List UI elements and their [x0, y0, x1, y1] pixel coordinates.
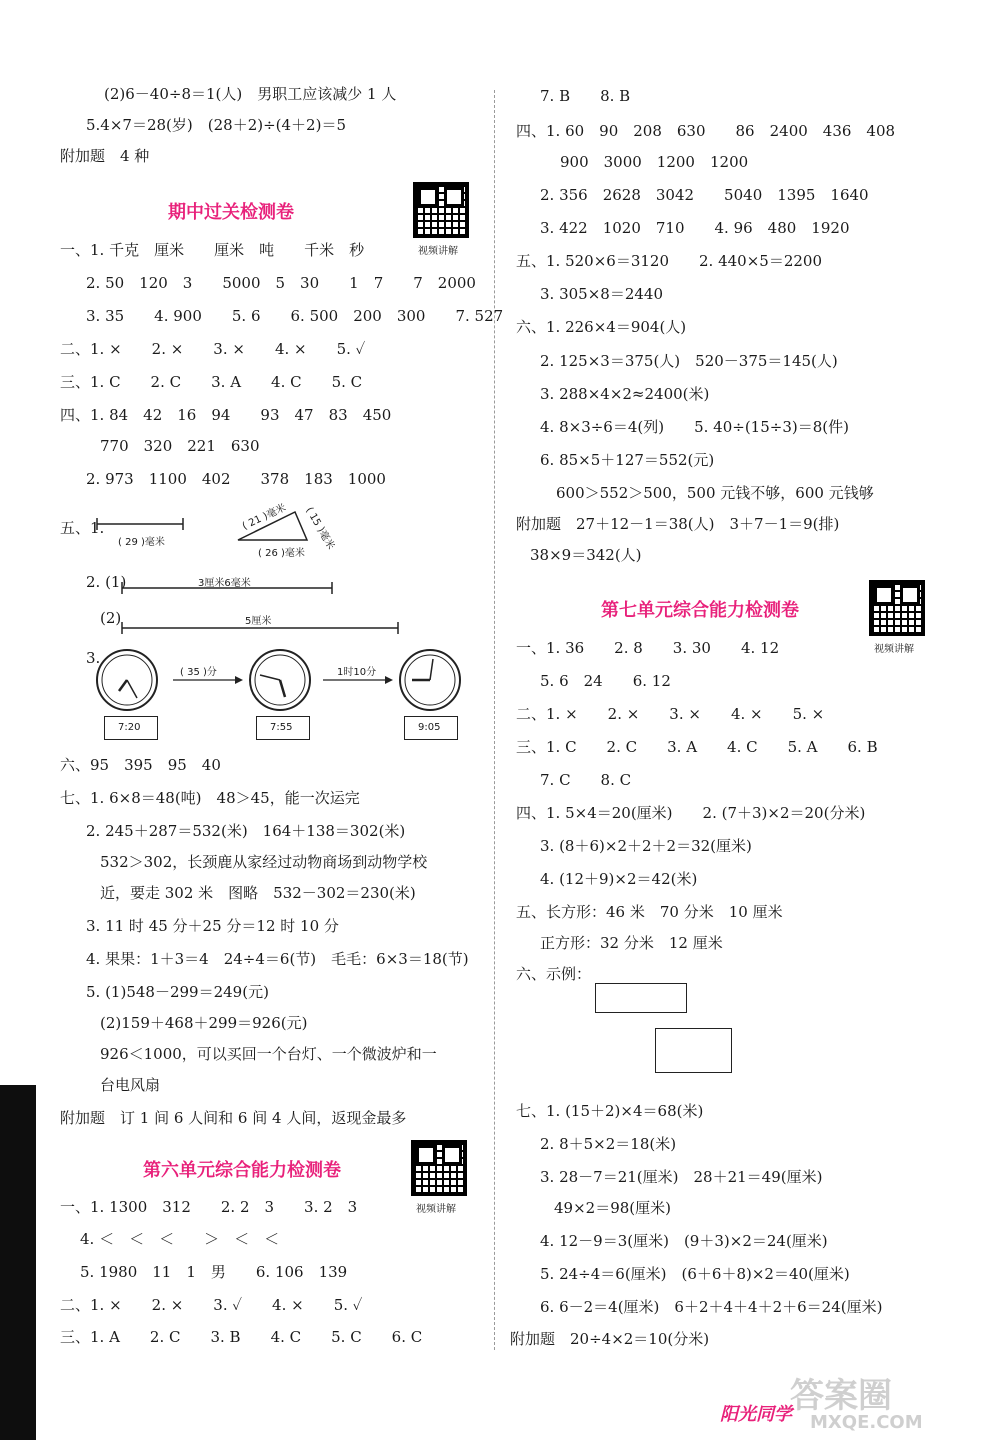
example-rectangle — [655, 1028, 732, 1073]
answer-line: 900 3000 1200 1200 — [560, 153, 749, 171]
answer-line: 2. 356 2628 3042 5040 1395 1640 — [540, 186, 869, 204]
qr-caption: 视频讲解 — [874, 644, 914, 655]
answer-line: 五、1. 520×6＝3120 2. 440×5＝2200 — [516, 252, 822, 270]
clock-icon — [400, 650, 460, 710]
answer-line: 6. 85×5＋127＝552(元) — [540, 451, 715, 469]
answer-line: 台电风扇 — [100, 1076, 161, 1094]
answer-line: 五、1. — [60, 519, 105, 537]
answer-line: 五、长方形：46 米 70 分米 10 厘米 — [516, 903, 783, 921]
answer-line: 正方形：32 分米 12 厘米 — [540, 934, 723, 952]
bonus-line: 附加题 订 1 间 6 人间和 6 间 4 人间，返现金最多 — [60, 1109, 407, 1127]
answer-line: 3. (8＋6)×2＋2＋2＝32(厘米) — [540, 837, 752, 855]
answer-line: 六、1. 226×4＝904(人) — [516, 318, 687, 336]
answer-line: 2. 973 1100 402 378 183 1000 — [86, 470, 386, 488]
answer-line: 5. 1980 11 1 男 6. 106 139 — [80, 1263, 348, 1281]
clock-icon — [250, 650, 310, 710]
answer-line: (2)159＋468＋299＝926(元) — [100, 1014, 308, 1032]
answer-line: 3. 288×4×2≈2400(米) — [540, 385, 710, 403]
answer-line: 5. 6 24 6. 12 — [540, 672, 671, 690]
answer-line: 二、1. × 2. × 3. × 4. × 5. ✓ — [60, 340, 366, 358]
triangle-base-label: ( 26 )毫米 — [258, 548, 305, 559]
bonus-line: 附加题 27＋12－1＝38(人) 3＋7－1＝9(排) — [516, 515, 840, 533]
answer-line: 7. B 8. B — [540, 87, 631, 105]
time-label: 7:20 — [118, 722, 141, 733]
answer-line: 7. C 8. C — [540, 771, 632, 789]
time-label: 9:05 — [418, 722, 441, 733]
answer-line: (2) — [100, 609, 122, 627]
segment-label: 3厘米6毫米 — [198, 578, 251, 589]
arrow-label: ( 35 )分 — [180, 667, 217, 678]
answer-line: 三、1. A 2. C 3. B 4. C 5. C 6. C — [60, 1328, 423, 1346]
bonus-line: 附加题 4 种 — [60, 147, 150, 165]
answer-line: 四、1. 60 90 208 630 86 2400 436 408 — [516, 122, 896, 140]
section-title-midterm: 期中过关检测卷 — [168, 202, 294, 223]
section-title-unit6: 第六单元综合能力检测卷 — [143, 1160, 341, 1181]
answer-line: 3. 422 1020 710 4. 96 480 1920 — [540, 219, 850, 237]
answer-line: 3. 11 时 45 分＋25 分＝12 时 10 分 — [86, 917, 339, 935]
answer-line: 5. 24÷4＝6(厘米) (6＋6＋8)×2＝40(厘米) — [540, 1265, 850, 1283]
segment-label: ( 29 )毫米 — [118, 537, 165, 548]
answer-line: 926＜1000，可以买回一个台灯、一个微波炉和一 — [100, 1045, 437, 1063]
answer-line: 2. (1) — [86, 573, 127, 591]
arrow-label: 1时10分 — [337, 667, 377, 678]
answer-line: 七、1. 6×8＝48(吨) 48＞45，能一次运完 — [60, 789, 360, 807]
answer-line: 600＞552＞500，500 元钱不够，600 元钱够 — [556, 484, 874, 502]
triangle-side-label: ( 21 )毫米 — [240, 502, 288, 533]
answer-line: 3. — [86, 649, 101, 667]
answer-line: 4. (12＋9)×2＝42(米) — [540, 870, 698, 888]
answer-line: 二、1. × 2. × 3. ✓ 4. × 5. ✓ — [60, 1296, 363, 1314]
answer-line: 2. 50 120 3 5000 5 30 1 7 7 2000 — [86, 274, 476, 292]
answer-line: 49×2＝98(厘米) — [554, 1199, 671, 1217]
triangle-side-label: ( 15 )毫米 — [303, 505, 337, 552]
answer-line: 5. (1)548－299＝249(元) — [86, 983, 269, 1001]
example-rectangle — [595, 983, 687, 1013]
column-divider — [494, 90, 495, 1350]
answer-line: 一、1. 36 2. 8 3. 30 4. 12 — [516, 639, 780, 657]
publisher-logo: 阳光同学 — [720, 1404, 792, 1425]
qr-code-icon[interactable] — [413, 182, 469, 238]
answer-line: 三、1. C 2. C 3. A 4. C 5. C — [60, 373, 363, 391]
watermark: 答案圈 MXQE.COM — [790, 1376, 923, 1433]
section-title-unit7: 第七单元综合能力检测卷 — [601, 600, 799, 621]
answer-line: 4. 果果：1＋3＝4 24÷4＝6(节) 毛毛：6×3＝18(节) — [86, 950, 469, 968]
qr-code-icon[interactable] — [869, 580, 925, 636]
time-label: 7:55 — [270, 722, 293, 733]
answer-line: 5.4×7＝28(岁) (28＋2)÷(4＋2)＝5 — [86, 116, 346, 134]
answer-line: 四、1. 5×4＝20(厘米) 2. (7＋3)×2＝20(分米) — [516, 804, 866, 822]
page-edge-bar — [0, 1085, 36, 1440]
qr-code-icon[interactable] — [411, 1140, 467, 1196]
answer-line: (2)6－40÷8＝1(人) 男职工应该减少 1 人 — [104, 85, 397, 103]
answer-line: 三、1. C 2. C 3. A 4. C 5. A 6. B — [516, 738, 878, 756]
qr-caption: 视频讲解 — [418, 246, 458, 257]
answer-line: 532＞302，长颈鹿从家经过动物商场到动物学校 — [100, 853, 428, 871]
bonus-line: 附加题 20÷4×2＝10(分米) — [510, 1330, 710, 1348]
answer-line: 3. 305×8＝2440 — [540, 285, 663, 303]
segment-figure — [120, 576, 420, 636]
answer-line: 近，要走 302 米 图略 532－302＝230(米) — [100, 884, 416, 902]
answer-line: 770 320 221 630 — [100, 437, 260, 455]
answer-line: 2. 8＋5×2＝18(米) — [540, 1135, 677, 1153]
answer-line: 一、1. 1300 312 2. 2 3 3. 2 3 — [60, 1198, 358, 1216]
answer-line: 四、1. 84 42 16 94 93 47 83 450 — [60, 406, 392, 424]
clock-icon — [97, 650, 157, 710]
answer-line: 一、1. 千克 厘米 厘米 吨 千米 秒 — [60, 241, 365, 259]
answer-line: 七、1. (15＋2)×4＝68(米) — [516, 1102, 704, 1120]
answer-line: 4. ＜ ＜ ＜ ＞ ＜ ＜ — [80, 1230, 280, 1248]
segment-label: 5厘米 — [245, 616, 272, 627]
answer-line: 4. 12－9＝3(厘米) (9＋3)×2＝24(厘米) — [540, 1232, 828, 1250]
answer-line: 2. 125×3＝375(人) 520－375＝145(人) — [540, 352, 838, 370]
answer-line: 二、1. × 2. × 3. × 4. × 5. × — [516, 705, 825, 723]
answer-line: 2. 245＋287＝532(米) 164＋138＝302(米) — [86, 822, 406, 840]
answer-line: 3. 28－7＝21(厘米) 28＋21＝49(厘米) — [540, 1168, 823, 1186]
answer-line: 六、示例： — [516, 965, 592, 983]
answer-line: 6. 6－2＝4(厘米) 6＋2＋4＋4＋2＋6＝24(厘米) — [540, 1298, 883, 1316]
bonus-line: 38×9＝342(人) — [530, 546, 642, 564]
qr-caption: 视频讲解 — [416, 1204, 456, 1215]
answer-line: 3. 35 4. 900 5. 6 6. 500 200 300 7. 527 — [86, 307, 504, 325]
answer-line: 六、95 395 95 40 — [60, 756, 221, 774]
answer-line: 4. 8×3÷6＝4(列) 5. 40÷(15÷3)＝8(件) — [540, 418, 849, 436]
